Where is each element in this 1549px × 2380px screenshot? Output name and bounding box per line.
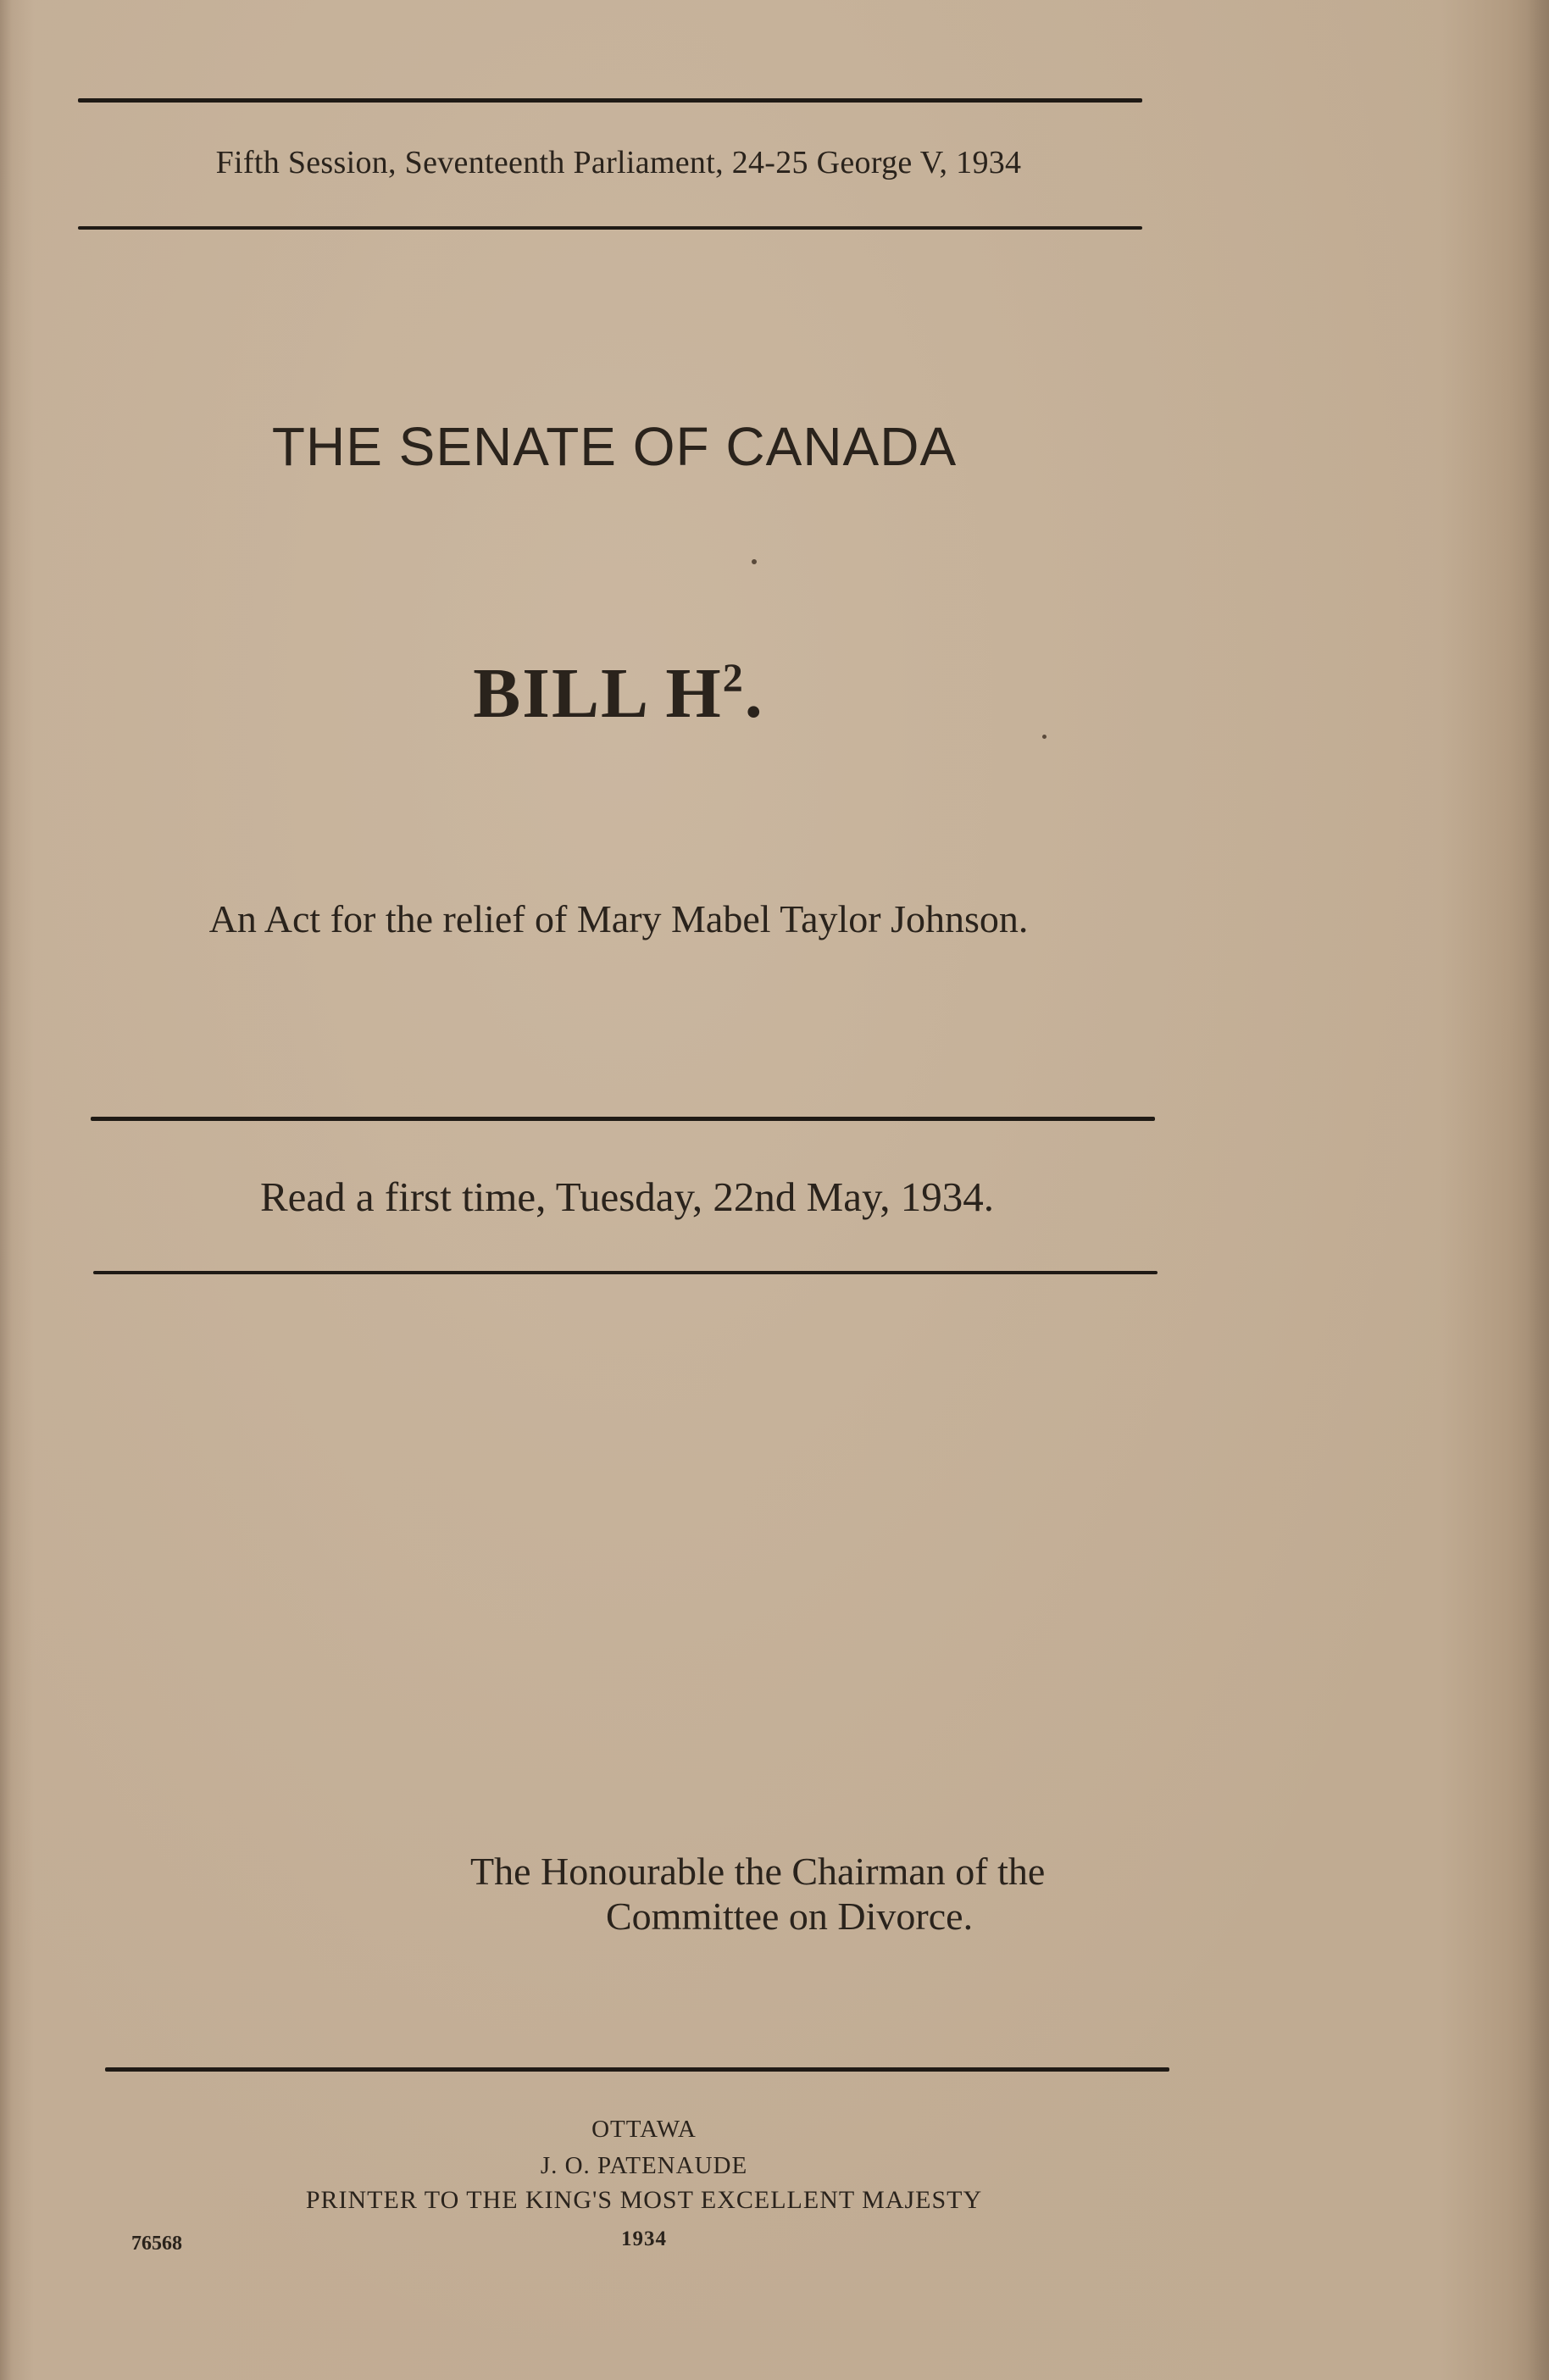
- imprint-printer-title: PRINTER TO THE KING'S MOST EXCELLENT MAJESTY: [305, 2186, 983, 2214]
- top-rule-upper: [78, 98, 1142, 103]
- reading-rule-upper: [91, 1117, 1155, 1121]
- imprint-printer: J. O. PATENAUDE: [540, 2152, 748, 2179]
- act-description: An Act for the relief of Mary Mabel Taylor Johnson.: [208, 897, 1029, 940]
- imprint-year: 1934: [621, 2227, 667, 2250]
- top-rule-lower: [78, 226, 1142, 230]
- bill-title-suffix: .: [744, 654, 764, 733]
- senate-title: THE SENATE OF CANADA: [271, 416, 958, 477]
- page-edge-shadow: [1527, 0, 1549, 2380]
- document-number: 76568: [131, 2233, 182, 2255]
- sponsor-line-2: Committee on Divorce.: [606, 1895, 974, 1938]
- bill-title-superscript: 2: [722, 656, 745, 701]
- session-line: Fifth Session, Seventeenth Parliament, 24-25 George V, 1934: [215, 145, 1022, 180]
- bill-title: [0, 652, 1237, 735]
- paper-speck: [752, 559, 757, 564]
- paper-speck: [1042, 735, 1047, 739]
- imprint-rule: [105, 2067, 1169, 2072]
- reading-line: Read a first time, Tuesday, 22nd May, 1934.: [259, 1173, 995, 1220]
- bill-title-main: BILL H: [473, 654, 723, 733]
- imprint-city: OTTAWA: [591, 2116, 697, 2143]
- reading-rule-lower: [93, 1271, 1158, 1274]
- sponsor-line-1: The Honourable the Chairman of the: [470, 1850, 1046, 1893]
